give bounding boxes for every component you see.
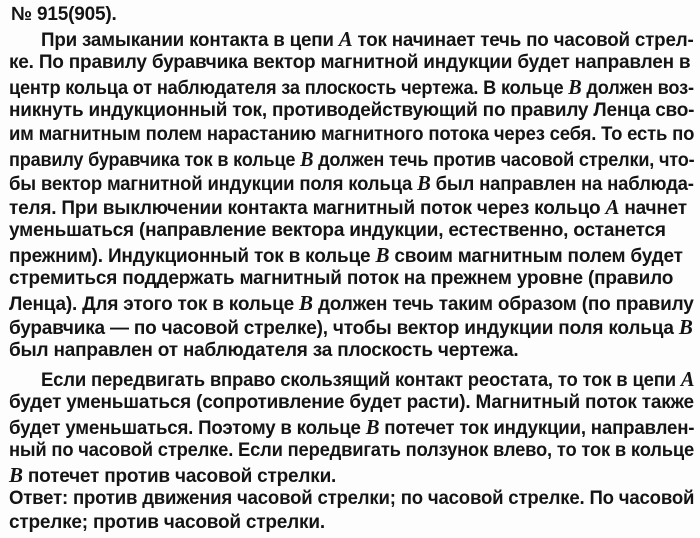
variable-a: A [338, 27, 353, 51]
variable-b: B [300, 147, 314, 171]
paragraph-1-line-8: теля. При выключении контакта магнитный поток через кольцо A начнет [9, 195, 687, 219]
paragraph-1-line-6: правилу буравчика ток в кольце B должен течь против часовой стрелки, что- [9, 147, 695, 171]
paragraph-1-line-13: буравчика — по часовой стрелке), чтобы вектор индукции поля кольца B [9, 315, 693, 339]
problem-number: № 915(905). [11, 4, 117, 25]
paragraph-1-line-1: При замыкании контакта в цепи A ток начинает течь по часовой стрел- [41, 27, 694, 51]
variable-b: B [9, 463, 23, 487]
variable-b: B [365, 415, 380, 439]
variable-a: A [680, 367, 695, 391]
paragraph-2-line-1: Если передвигать вправо скользящий контакт реостата, то ток в цепи A [41, 367, 695, 391]
variable-b: B [417, 171, 431, 195]
paragraph-1-line-9: уменьшаться (направление вектора индукции, естественно, останется [9, 220, 666, 241]
paragraph-1-line-2: ке. По правилу буравчика вектор магнитной индукции будет направлен в [9, 52, 691, 73]
paragraph-1-line-7: бы вектор магнитной индукции поля кольца B был направлен на наблюда- [9, 171, 694, 195]
paragraph-1-line-11: стремиться поддержать магнитный поток на прежнем уровне (правило [9, 268, 674, 289]
paragraph-2-line-3: будет уменьшаться. Поэтому в кольце B потечет ток индукции, направлен- [9, 415, 695, 439]
paragraph-2-line-4: ный по часовой стрелке. Если передвигать ползунок влево, то ток в кольце [9, 440, 695, 461]
variable-b: B [678, 315, 693, 339]
paragraph-1-line-4: никнуть индукционный ток, противодействующий по правилу Ленца сво- [9, 100, 695, 121]
variable-b: B [375, 243, 390, 267]
paragraph-1-line-12: Ленца). Для этого ток в кольце B должен течь таким образом (по правилу [9, 291, 694, 315]
variable-b: B [568, 75, 582, 99]
paragraph-1-line-14: был направлен от наблюдателя за плоскость чертежа. [9, 340, 519, 361]
paragraph-1-line-5: им магнитным полем нарастанию магнитного потока через себя. То есть по [9, 124, 695, 145]
variable-a: A [605, 195, 620, 219]
variable-b: B [299, 291, 313, 315]
answer-line-2: стрелке; против часовой стрелки. [9, 512, 325, 533]
answer-line-1: Ответ: против движения часовой стрелки; по часовой стрелке. По часовой [9, 488, 695, 509]
paragraph-2-line-2: будет уменьшаться (сопротивление будет расти). Магнитный поток также [9, 392, 694, 413]
paragraph-2-line-5: B потечет против часовой стрелки. [9, 463, 337, 487]
paragraph-1-line-10: прежним). Индукционный ток в кольце B своим магнитным полем будет [9, 243, 683, 267]
paragraph-1-line-3: центр кольца от наблюдателя за плоскость чертежа. В кольце B должен воз- [9, 75, 694, 99]
